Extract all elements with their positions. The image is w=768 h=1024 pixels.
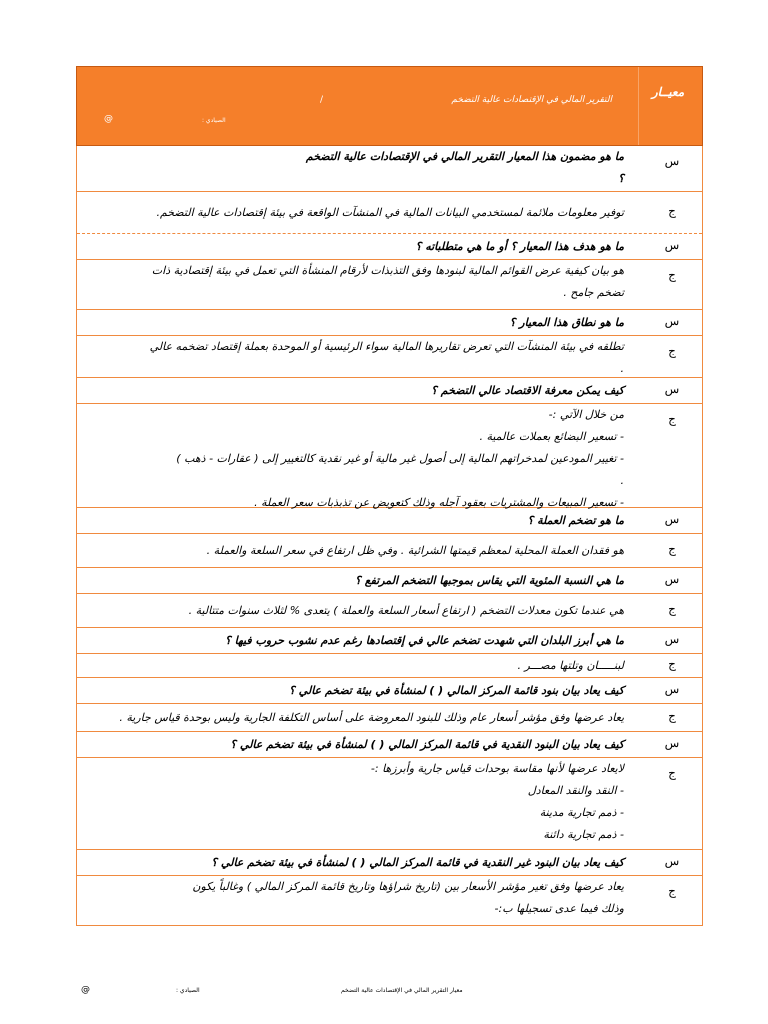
answer-row — [77, 704, 702, 732]
text-line: هو بيان كيفية عرض القوائم المالية لبنودها وفق التذبذات لأرقام المنشأة التي تعمل في بيئة إقتصادية ذات — [151, 264, 624, 277]
document-page — [76, 66, 703, 926]
answer-mark: ج — [668, 412, 676, 426]
answer-mark: ج — [668, 766, 676, 780]
question-text — [225, 630, 624, 652]
text-line: ما هو تضخم العملة ؟ — [527, 514, 624, 527]
text-line: من خلال الآتي :- — [548, 408, 624, 421]
question-mark: س — [664, 238, 680, 252]
answer-text — [152, 260, 624, 304]
question-text — [510, 312, 624, 334]
answer-row — [77, 876, 702, 926]
text-line: ما هو نطاق هذا المعيار ؟ — [509, 316, 624, 329]
answer-row — [77, 594, 702, 628]
author-logo-icon: @ — [104, 114, 113, 124]
answer-text — [518, 655, 624, 677]
footer-author: الصيادي : — [176, 987, 200, 994]
answer-text — [156, 202, 624, 224]
text-line: - تسعير البضائع بعملات عالمية . — [479, 430, 624, 443]
question-row — [77, 234, 702, 260]
text-line: ما هو مضمون هذا المعيار التقرير المالي في الإقتصادات عالية التضخم — [305, 150, 624, 163]
standard-label: معيــار — [651, 85, 685, 99]
header-slash: / — [320, 95, 324, 105]
text-line: توفير معلومات ملائمة لمستخدمي البيانات المالية في المنشآت الواقعة في بيئة إقتصادات عالية التضخم. — [156, 206, 624, 219]
text-line: هو فقدان العملة المحلية لمعظم قيمتها الشرائية . وفي ظل ارتفاع في سعر السلعة والعملة . — [206, 544, 624, 557]
header-banner — [76, 66, 703, 146]
text-line: - النقد والنقد المعادل — [527, 784, 624, 797]
text-line: ما هي النسبة المئوية التي يقاس بموجبها التضخم المرتفع ؟ — [355, 574, 624, 587]
question-mark: س — [664, 572, 680, 586]
answer-row — [77, 758, 702, 850]
question-text — [527, 510, 624, 532]
text-line: لايعاد عرضها لأنها مقاسة بوحدات قياس جارية وأبرزها :- — [370, 762, 624, 775]
text-line: - تغيير المودعين لمدخراتهم المالية إلى أصول غير مالية أو غير نقدية كالتغيير إلى ( عقارات - ذهب ) — [176, 452, 624, 465]
text-line: ما هي أبرز البلدان التي شهدت تضخم عالي في إقتصادها رغم عدم نشوب حروب فيها ؟ — [224, 634, 624, 647]
question-row — [77, 678, 702, 704]
question-text — [355, 570, 624, 592]
text-line: كيف يمكن معرفة الاقتصاد عالي التضخم ؟ — [431, 384, 624, 397]
text-line: تضخم جامح . — [563, 286, 624, 299]
answer-text — [150, 336, 624, 380]
author-label: الصيادي : — [202, 117, 226, 124]
question-text — [211, 852, 624, 874]
text-line: . — [620, 362, 624, 375]
answer-mark: ج — [668, 344, 676, 358]
question-mark: س — [664, 736, 680, 750]
text-line: - ذمم تجارية مدينة — [539, 806, 624, 819]
answer-mark: ج — [668, 268, 676, 282]
answer-text — [119, 707, 624, 729]
answer-row — [77, 404, 702, 508]
text-line: كيف يعاد بيان البنود غير النقدية في قائمة المركز المالي ( ) لمنشأة في بيئة تضخم عالي ؟ — [211, 856, 624, 869]
question-mark: س — [664, 512, 680, 526]
question-row — [77, 508, 702, 534]
text-line: . — [620, 474, 624, 487]
answer-row — [77, 192, 702, 234]
answer-mark: ج — [668, 884, 676, 898]
answer-text — [176, 404, 624, 514]
answer-text — [207, 540, 624, 562]
text-line: يعاد عرضها وفق تغير مؤشر الأسعار بين (تاريخ شراؤها وتاريخ قائمة المركز المالي ) وغالباً يكون — [192, 880, 624, 893]
text-line: ؟ — [618, 172, 624, 185]
question-text — [416, 236, 624, 258]
text-line: - تسعير المبيعات والمشتريات بعقود آجله وذلك كتعويض عن تذبذبات سعر العملة . — [254, 496, 624, 509]
question-row — [77, 628, 702, 654]
question-text — [230, 734, 624, 756]
question-mark: س — [664, 154, 680, 168]
answer-text — [189, 600, 624, 622]
answer-mark: ج — [668, 657, 676, 671]
answer-mark: ج — [668, 542, 676, 556]
answer-text — [192, 876, 624, 920]
question-mark: س — [664, 682, 680, 696]
header-divider — [638, 67, 639, 145]
page-footer — [76, 983, 703, 1003]
answer-mark: ج — [668, 602, 676, 616]
question-mark: س — [664, 632, 680, 646]
qa-table — [76, 146, 703, 926]
text-line: كيف يعاد بيان البنود النقدية في قائمة المركز المالي ( ) لمنشأة في بيئة تضخم عالي ؟ — [230, 738, 624, 751]
question-row — [77, 310, 702, 336]
question-row — [77, 568, 702, 594]
answer-row — [77, 336, 702, 378]
question-mark: س — [664, 382, 680, 396]
footer-logo-icon: @ — [81, 985, 90, 995]
answer-mark: ج — [668, 204, 676, 218]
answer-row — [77, 260, 702, 310]
text-line: يعاد عرضها وفق مؤشر أسعار عام وذلك للبنود المعروضة على أساس التكلفة الجارية وليس بوحدة قياس جارية . — [119, 711, 624, 724]
text-line: تطلقه في بيئة المنشآت التي تعرض تقاريرها المالية سواء الرئيسية أو الموحدة بعملة إقتصاد تضخمه عالي — [149, 340, 624, 353]
question-text — [431, 380, 624, 402]
text-line: كيف يعاد بيان بنود قائمة المركز المالي ( ) لمنشأة في بيئة تضخم عالي ؟ — [289, 684, 624, 697]
answer-mark: ج — [668, 709, 676, 723]
question-mark: س — [664, 314, 680, 328]
standard-title: التقرير المالي في الإقتصادات عالية التضخم — [451, 95, 612, 105]
text-line: ما هو هدف هذا المعيار ؟ أو ما هي متطلباته ؟ — [415, 240, 624, 253]
question-row — [77, 378, 702, 404]
text-line: هي عندما تكون معدلات التضخم ( ارتفاع أسعار السلعة والعملة ) يتعدى % لثلاث سنوات متتالية . — [188, 604, 624, 617]
text-line: - ذمم تجارية دائنة — [543, 828, 624, 841]
question-row — [77, 146, 702, 192]
text-line: لبنـــــان وتلتها مصـــر . — [517, 659, 624, 672]
question-text — [289, 680, 624, 702]
answer-text — [371, 758, 624, 846]
answer-row — [77, 534, 702, 568]
question-row — [77, 732, 702, 758]
question-mark: س — [664, 854, 680, 868]
footer-title: معيار التقرير المالي في الإقتصادات عالية التضخم — [341, 987, 463, 994]
answer-row — [77, 654, 702, 678]
question-text — [306, 146, 624, 190]
question-row — [77, 850, 702, 876]
text-line: وذلك فيما عدى تسجيلها ب:- — [494, 902, 624, 915]
